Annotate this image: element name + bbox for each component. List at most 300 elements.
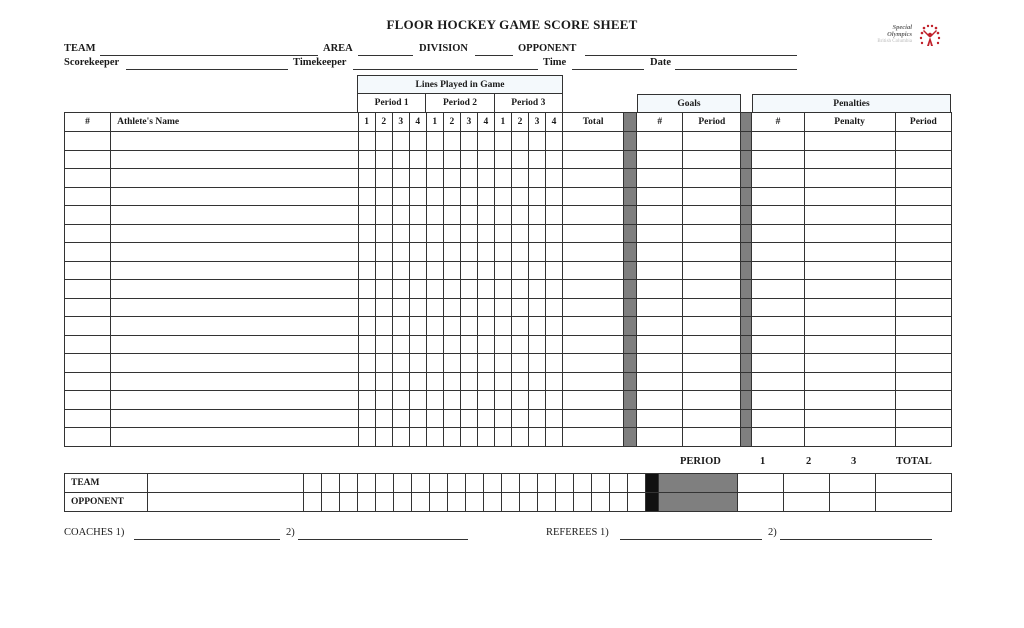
table-cell[interactable] bbox=[563, 354, 624, 373]
coach-2-field[interactable] bbox=[298, 539, 468, 540]
table-cell[interactable] bbox=[443, 187, 460, 206]
goal-tally-cell[interactable] bbox=[484, 474, 502, 493]
table-cell[interactable] bbox=[752, 317, 804, 336]
table-cell[interactable] bbox=[65, 187, 111, 206]
table-cell[interactable] bbox=[494, 428, 511, 447]
table-cell[interactable] bbox=[545, 206, 562, 225]
referee-1-field[interactable] bbox=[620, 539, 762, 540]
table-cell[interactable] bbox=[563, 298, 624, 317]
table-cell[interactable] bbox=[460, 243, 477, 262]
table-cell[interactable] bbox=[563, 428, 624, 447]
goal-tally-cell[interactable] bbox=[304, 493, 322, 512]
table-cell[interactable] bbox=[511, 335, 528, 354]
table-cell[interactable] bbox=[111, 224, 359, 243]
table-cell[interactable] bbox=[752, 409, 804, 428]
goal-tally-cell[interactable] bbox=[592, 493, 610, 512]
table-cell[interactable] bbox=[683, 187, 741, 206]
table-cell[interactable] bbox=[545, 243, 562, 262]
goal-tally-cell[interactable] bbox=[610, 493, 628, 512]
goal-tally-cell[interactable] bbox=[412, 474, 430, 493]
table-cell[interactable] bbox=[752, 224, 804, 243]
table-cell[interactable] bbox=[460, 317, 477, 336]
table-cell[interactable] bbox=[409, 132, 426, 151]
table-cell[interactable] bbox=[65, 409, 111, 428]
table-cell[interactable] bbox=[494, 317, 511, 336]
table-cell[interactable] bbox=[637, 187, 683, 206]
table-cell[interactable] bbox=[528, 150, 545, 169]
table-cell[interactable] bbox=[375, 187, 392, 206]
goal-tally-cell[interactable] bbox=[358, 493, 376, 512]
goal-tally-cell[interactable] bbox=[448, 493, 466, 512]
table-cell[interactable] bbox=[528, 428, 545, 447]
table-cell[interactable] bbox=[637, 354, 683, 373]
table-cell[interactable] bbox=[358, 150, 375, 169]
table-cell[interactable] bbox=[375, 280, 392, 299]
table-cell[interactable] bbox=[563, 372, 624, 391]
table-cell[interactable] bbox=[409, 261, 426, 280]
table-cell[interactable] bbox=[563, 243, 624, 262]
table-cell[interactable] bbox=[511, 391, 528, 410]
table-cell[interactable] bbox=[563, 261, 624, 280]
table-cell[interactable] bbox=[895, 150, 951, 169]
scorekeeper-field[interactable] bbox=[126, 69, 288, 70]
table-cell[interactable] bbox=[409, 298, 426, 317]
goal-tally-cell[interactable] bbox=[376, 474, 394, 493]
table-cell[interactable] bbox=[637, 391, 683, 410]
goal-tally-cell[interactable] bbox=[574, 474, 592, 493]
table-cell[interactable] bbox=[426, 261, 443, 280]
table-cell[interactable] bbox=[545, 187, 562, 206]
table-cell[interactable] bbox=[637, 206, 683, 225]
table-cell[interactable] bbox=[511, 298, 528, 317]
table-cell[interactable] bbox=[392, 372, 409, 391]
timekeeper-field[interactable] bbox=[353, 69, 538, 70]
table-cell[interactable] bbox=[111, 298, 359, 317]
table-cell[interactable] bbox=[477, 298, 494, 317]
goal-tally-cell[interactable] bbox=[592, 474, 610, 493]
table-cell[interactable] bbox=[895, 169, 951, 188]
table-cell[interactable] bbox=[683, 354, 741, 373]
table-cell[interactable] bbox=[375, 243, 392, 262]
table-cell[interactable] bbox=[65, 354, 111, 373]
table-cell[interactable] bbox=[545, 261, 562, 280]
table-cell[interactable] bbox=[426, 280, 443, 299]
table-cell[interactable] bbox=[358, 169, 375, 188]
table-cell[interactable] bbox=[358, 372, 375, 391]
table-cell[interactable] bbox=[477, 132, 494, 151]
table-cell[interactable] bbox=[895, 243, 951, 262]
table-cell[interactable] bbox=[358, 391, 375, 410]
table-cell[interactable] bbox=[683, 243, 741, 262]
table-cell[interactable] bbox=[65, 298, 111, 317]
table-cell[interactable] bbox=[65, 428, 111, 447]
score-p1-cell[interactable] bbox=[738, 474, 784, 493]
table-cell[interactable] bbox=[637, 298, 683, 317]
table-cell[interactable] bbox=[494, 354, 511, 373]
table-cell[interactable] bbox=[409, 409, 426, 428]
table-cell[interactable] bbox=[804, 150, 895, 169]
table-cell[interactable] bbox=[494, 335, 511, 354]
table-cell[interactable] bbox=[409, 206, 426, 225]
table-cell[interactable] bbox=[426, 298, 443, 317]
goal-tally-cell[interactable] bbox=[520, 474, 538, 493]
score-total-cell[interactable] bbox=[876, 474, 952, 493]
score-p1-cell[interactable] bbox=[738, 493, 784, 512]
table-cell[interactable] bbox=[563, 169, 624, 188]
table-cell[interactable] bbox=[804, 132, 895, 151]
table-cell[interactable] bbox=[65, 243, 111, 262]
table-cell[interactable] bbox=[477, 335, 494, 354]
table-cell[interactable] bbox=[511, 428, 528, 447]
table-cell[interactable] bbox=[683, 317, 741, 336]
table-cell[interactable] bbox=[65, 317, 111, 336]
table-cell[interactable] bbox=[494, 391, 511, 410]
table-cell[interactable] bbox=[358, 317, 375, 336]
goal-tally-cell[interactable] bbox=[466, 474, 484, 493]
table-cell[interactable] bbox=[111, 187, 359, 206]
table-cell[interactable] bbox=[477, 243, 494, 262]
table-cell[interactable] bbox=[895, 187, 951, 206]
table-cell[interactable] bbox=[528, 169, 545, 188]
table-cell[interactable] bbox=[895, 317, 951, 336]
table-cell[interactable] bbox=[895, 280, 951, 299]
table-cell[interactable] bbox=[528, 391, 545, 410]
table-cell[interactable] bbox=[511, 409, 528, 428]
table-cell[interactable] bbox=[528, 243, 545, 262]
table-cell[interactable] bbox=[358, 224, 375, 243]
table-cell[interactable] bbox=[65, 169, 111, 188]
table-cell[interactable] bbox=[460, 428, 477, 447]
table-cell[interactable] bbox=[111, 243, 359, 262]
table-cell[interactable] bbox=[111, 261, 359, 280]
table-cell[interactable] bbox=[111, 335, 359, 354]
table-cell[interactable] bbox=[545, 335, 562, 354]
table-cell[interactable] bbox=[426, 132, 443, 151]
table-cell[interactable] bbox=[494, 261, 511, 280]
table-cell[interactable] bbox=[683, 261, 741, 280]
table-cell[interactable] bbox=[528, 298, 545, 317]
table-cell[interactable] bbox=[477, 150, 494, 169]
table-cell[interactable] bbox=[528, 187, 545, 206]
table-cell[interactable] bbox=[375, 298, 392, 317]
table-cell[interactable] bbox=[683, 224, 741, 243]
table-cell[interactable] bbox=[804, 169, 895, 188]
table-cell[interactable] bbox=[443, 317, 460, 336]
table-cell[interactable] bbox=[895, 298, 951, 317]
table-cell[interactable] bbox=[460, 354, 477, 373]
table-cell[interactable] bbox=[392, 206, 409, 225]
table-cell[interactable] bbox=[358, 409, 375, 428]
table-cell[interactable] bbox=[494, 132, 511, 151]
table-cell[interactable] bbox=[392, 391, 409, 410]
table-cell[interactable] bbox=[443, 409, 460, 428]
table-cell[interactable] bbox=[426, 428, 443, 447]
table-cell[interactable] bbox=[358, 428, 375, 447]
table-cell[interactable] bbox=[477, 391, 494, 410]
table-cell[interactable] bbox=[375, 261, 392, 280]
table-cell[interactable] bbox=[65, 224, 111, 243]
table-cell[interactable] bbox=[494, 206, 511, 225]
goal-tally-cell[interactable] bbox=[322, 474, 340, 493]
table-cell[interactable] bbox=[804, 187, 895, 206]
table-cell[interactable] bbox=[426, 224, 443, 243]
table-cell[interactable] bbox=[752, 428, 804, 447]
table-cell[interactable] bbox=[494, 298, 511, 317]
table-cell[interactable] bbox=[511, 224, 528, 243]
table-cell[interactable] bbox=[392, 298, 409, 317]
table-cell[interactable] bbox=[683, 206, 741, 225]
table-cell[interactable] bbox=[545, 428, 562, 447]
table-cell[interactable] bbox=[111, 280, 359, 299]
table-cell[interactable] bbox=[804, 428, 895, 447]
table-cell[interactable] bbox=[65, 206, 111, 225]
table-cell[interactable] bbox=[494, 169, 511, 188]
table-cell[interactable] bbox=[545, 298, 562, 317]
date-field[interactable] bbox=[675, 69, 797, 70]
table-cell[interactable] bbox=[804, 261, 895, 280]
table-cell[interactable] bbox=[358, 187, 375, 206]
table-cell[interactable] bbox=[111, 354, 359, 373]
table-cell[interactable] bbox=[426, 354, 443, 373]
table-cell[interactable] bbox=[375, 132, 392, 151]
goal-tally-cell[interactable] bbox=[628, 474, 646, 493]
table-cell[interactable] bbox=[895, 391, 951, 410]
table-cell[interactable] bbox=[752, 261, 804, 280]
score-team-name-field[interactable] bbox=[148, 474, 304, 493]
table-cell[interactable] bbox=[637, 243, 683, 262]
table-cell[interactable] bbox=[409, 428, 426, 447]
table-cell[interactable] bbox=[511, 261, 528, 280]
table-cell[interactable] bbox=[375, 169, 392, 188]
table-cell[interactable] bbox=[409, 391, 426, 410]
table-cell[interactable] bbox=[65, 372, 111, 391]
table-cell[interactable] bbox=[494, 372, 511, 391]
table-cell[interactable] bbox=[545, 354, 562, 373]
table-cell[interactable] bbox=[460, 409, 477, 428]
table-cell[interactable] bbox=[443, 224, 460, 243]
table-cell[interactable] bbox=[426, 187, 443, 206]
table-cell[interactable] bbox=[111, 317, 359, 336]
table-cell[interactable] bbox=[683, 409, 741, 428]
goal-tally-cell[interactable] bbox=[502, 493, 520, 512]
table-cell[interactable] bbox=[392, 317, 409, 336]
table-cell[interactable] bbox=[683, 391, 741, 410]
table-cell[interactable] bbox=[460, 150, 477, 169]
table-cell[interactable] bbox=[426, 317, 443, 336]
table-cell[interactable] bbox=[528, 409, 545, 428]
table-cell[interactable] bbox=[545, 280, 562, 299]
table-cell[interactable] bbox=[392, 409, 409, 428]
table-cell[interactable] bbox=[511, 243, 528, 262]
table-cell[interactable] bbox=[511, 187, 528, 206]
table-cell[interactable] bbox=[477, 372, 494, 391]
table-cell[interactable] bbox=[895, 372, 951, 391]
goal-tally-cell[interactable] bbox=[430, 474, 448, 493]
table-cell[interactable] bbox=[426, 206, 443, 225]
table-cell[interactable] bbox=[477, 187, 494, 206]
goal-tally-cell[interactable] bbox=[538, 474, 556, 493]
table-cell[interactable] bbox=[895, 428, 951, 447]
table-cell[interactable] bbox=[637, 372, 683, 391]
table-cell[interactable] bbox=[804, 298, 895, 317]
table-cell[interactable] bbox=[895, 354, 951, 373]
area-field[interactable] bbox=[358, 55, 413, 56]
goal-tally-cell[interactable] bbox=[376, 493, 394, 512]
table-cell[interactable] bbox=[65, 132, 111, 151]
table-cell[interactable] bbox=[460, 372, 477, 391]
table-cell[interactable] bbox=[528, 132, 545, 151]
table-cell[interactable] bbox=[494, 224, 511, 243]
table-cell[interactable] bbox=[752, 150, 804, 169]
table-cell[interactable] bbox=[460, 391, 477, 410]
table-cell[interactable] bbox=[637, 317, 683, 336]
table-cell[interactable] bbox=[545, 150, 562, 169]
table-cell[interactable] bbox=[443, 391, 460, 410]
table-cell[interactable] bbox=[358, 335, 375, 354]
table-cell[interactable] bbox=[511, 280, 528, 299]
table-cell[interactable] bbox=[683, 428, 741, 447]
table-cell[interactable] bbox=[895, 206, 951, 225]
score-p2-cell[interactable] bbox=[784, 474, 830, 493]
table-cell[interactable] bbox=[426, 150, 443, 169]
table-cell[interactable] bbox=[460, 187, 477, 206]
table-cell[interactable] bbox=[443, 261, 460, 280]
table-cell[interactable] bbox=[375, 391, 392, 410]
table-cell[interactable] bbox=[511, 372, 528, 391]
table-cell[interactable] bbox=[895, 224, 951, 243]
table-cell[interactable] bbox=[637, 428, 683, 447]
table-cell[interactable] bbox=[426, 372, 443, 391]
table-cell[interactable] bbox=[65, 391, 111, 410]
table-cell[interactable] bbox=[752, 280, 804, 299]
table-cell[interactable] bbox=[637, 169, 683, 188]
goal-tally-cell[interactable] bbox=[538, 493, 556, 512]
table-cell[interactable] bbox=[528, 372, 545, 391]
score-total-cell[interactable] bbox=[876, 493, 952, 512]
table-cell[interactable] bbox=[111, 409, 359, 428]
table-cell[interactable] bbox=[511, 206, 528, 225]
table-cell[interactable] bbox=[563, 132, 624, 151]
table-cell[interactable] bbox=[752, 243, 804, 262]
table-cell[interactable] bbox=[511, 150, 528, 169]
table-cell[interactable] bbox=[375, 335, 392, 354]
table-cell[interactable] bbox=[375, 317, 392, 336]
table-cell[interactable] bbox=[563, 280, 624, 299]
table-cell[interactable] bbox=[111, 391, 359, 410]
table-cell[interactable] bbox=[409, 280, 426, 299]
table-cell[interactable] bbox=[511, 169, 528, 188]
goal-tally-cell[interactable] bbox=[394, 474, 412, 493]
table-cell[interactable] bbox=[111, 428, 359, 447]
table-cell[interactable] bbox=[111, 372, 359, 391]
table-cell[interactable] bbox=[545, 409, 562, 428]
table-cell[interactable] bbox=[494, 150, 511, 169]
table-cell[interactable] bbox=[477, 169, 494, 188]
goal-tally-cell[interactable] bbox=[484, 493, 502, 512]
table-cell[interactable] bbox=[528, 354, 545, 373]
table-cell[interactable] bbox=[545, 224, 562, 243]
table-cell[interactable] bbox=[65, 261, 111, 280]
goal-tally-cell[interactable] bbox=[322, 493, 340, 512]
table-cell[interactable] bbox=[409, 317, 426, 336]
goal-tally-cell[interactable] bbox=[556, 474, 574, 493]
table-cell[interactable] bbox=[392, 428, 409, 447]
table-cell[interactable] bbox=[494, 409, 511, 428]
table-cell[interactable] bbox=[375, 224, 392, 243]
table-cell[interactable] bbox=[683, 335, 741, 354]
goal-tally-cell[interactable] bbox=[394, 493, 412, 512]
table-cell[interactable] bbox=[563, 206, 624, 225]
goal-tally-cell[interactable] bbox=[340, 493, 358, 512]
table-cell[interactable] bbox=[375, 409, 392, 428]
table-cell[interactable] bbox=[358, 206, 375, 225]
table-cell[interactable] bbox=[683, 150, 741, 169]
score-p3-cell[interactable] bbox=[830, 493, 876, 512]
table-cell[interactable] bbox=[392, 335, 409, 354]
table-cell[interactable] bbox=[358, 354, 375, 373]
table-cell[interactable] bbox=[511, 354, 528, 373]
table-cell[interactable] bbox=[358, 132, 375, 151]
table-cell[interactable] bbox=[392, 354, 409, 373]
table-cell[interactable] bbox=[409, 187, 426, 206]
table-cell[interactable] bbox=[392, 132, 409, 151]
table-cell[interactable] bbox=[375, 372, 392, 391]
table-cell[interactable] bbox=[460, 280, 477, 299]
table-cell[interactable] bbox=[804, 391, 895, 410]
table-cell[interactable] bbox=[460, 132, 477, 151]
goal-tally-cell[interactable] bbox=[520, 493, 538, 512]
goal-tally-cell[interactable] bbox=[430, 493, 448, 512]
table-cell[interactable] bbox=[563, 317, 624, 336]
table-cell[interactable] bbox=[545, 169, 562, 188]
table-cell[interactable] bbox=[392, 243, 409, 262]
table-cell[interactable] bbox=[895, 409, 951, 428]
table-cell[interactable] bbox=[409, 372, 426, 391]
table-cell[interactable] bbox=[683, 169, 741, 188]
table-cell[interactable] bbox=[443, 298, 460, 317]
table-cell[interactable] bbox=[392, 187, 409, 206]
table-cell[interactable] bbox=[443, 280, 460, 299]
table-cell[interactable] bbox=[637, 132, 683, 151]
table-cell[interactable] bbox=[375, 428, 392, 447]
table-cell[interactable] bbox=[443, 132, 460, 151]
table-cell[interactable] bbox=[804, 224, 895, 243]
goal-tally-cell[interactable] bbox=[556, 493, 574, 512]
table-cell[interactable] bbox=[752, 132, 804, 151]
table-cell[interactable] bbox=[494, 243, 511, 262]
table-cell[interactable] bbox=[637, 409, 683, 428]
table-cell[interactable] bbox=[443, 372, 460, 391]
table-cell[interactable] bbox=[409, 169, 426, 188]
table-cell[interactable] bbox=[545, 372, 562, 391]
goal-tally-cell[interactable] bbox=[610, 474, 628, 493]
score-p2-cell[interactable] bbox=[784, 493, 830, 512]
table-cell[interactable] bbox=[65, 150, 111, 169]
table-cell[interactable] bbox=[477, 428, 494, 447]
table-cell[interactable] bbox=[528, 206, 545, 225]
table-cell[interactable] bbox=[545, 317, 562, 336]
table-cell[interactable] bbox=[443, 243, 460, 262]
table-cell[interactable] bbox=[563, 391, 624, 410]
goal-tally-cell[interactable] bbox=[340, 474, 358, 493]
table-cell[interactable] bbox=[804, 335, 895, 354]
table-cell[interactable] bbox=[392, 261, 409, 280]
table-cell[interactable] bbox=[752, 187, 804, 206]
goal-tally-cell[interactable] bbox=[466, 493, 484, 512]
table-cell[interactable] bbox=[637, 280, 683, 299]
table-cell[interactable] bbox=[528, 317, 545, 336]
table-cell[interactable] bbox=[358, 243, 375, 262]
